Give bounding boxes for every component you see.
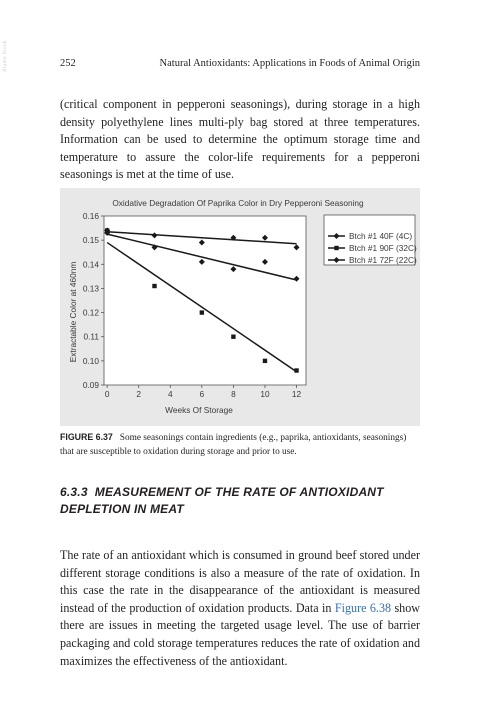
running-title: Natural Antioxidants: Applications in Foods of Animal Origin <box>159 58 420 69</box>
figure-6-37 <box>60 188 420 426</box>
series-2-point <box>294 368 298 372</box>
series-2-point <box>200 310 204 314</box>
y-tick-label: 0.15 <box>82 235 99 246</box>
x-tick-label: 10 <box>260 389 270 399</box>
paragraph-2-text-b: show there are issues in meeting the targeted usage level. The use of barrier packaging and cold storage temperatures reduces the rate of oxidation and maximizes the effectiveness of the antioxidant. <box>60 600 420 668</box>
body-paragraph-1: (critical component in pepperoni seasonings), during storage in a high density polyethylene lines multi-ply bag stored at three temperatures. Information can be used to determine the optimum storage time and temperature to assure the color-life requirements for a pepperoni seasonings is met at the time of use. <box>60 97 420 182</box>
chart-legend <box>324 215 417 265</box>
page-number: 252 <box>60 58 76 69</box>
y-axis-label: Extractable Color at 460nm <box>68 261 78 363</box>
figure-caption <box>60 431 420 459</box>
legend-label-3: Btch #1 72F (22C) <box>349 255 417 265</box>
y-tick-label: 0.12 <box>82 307 99 318</box>
body-paragraph-2 <box>60 547 420 670</box>
x-tick-label: 2 <box>136 389 142 399</box>
x-tick-label: 0 <box>104 389 110 399</box>
running-header <box>60 58 420 72</box>
figure-caption-label: FIGURE 6.37 <box>60 432 113 442</box>
legend-label-1: Btch #1 40F (4C) <box>349 231 413 241</box>
paragraph-2-text-a: The rate of an antioxidant which is consumed in ground beef stored under different storage conditions is also a measure of the rate of oxidation. In this case the rate in the disappearance of the antioxidant is measured instead of the production of oxidation products. Data in <box>60 548 420 615</box>
figure-6-38-link[interactable]: Figure 6.38 <box>334 600 392 615</box>
y-tick-label: 0.14 <box>82 259 99 270</box>
x-tick-label: 8 <box>231 389 236 399</box>
x-tick-label: 6 <box>199 389 205 399</box>
y-tick-label: 0.09 <box>82 380 99 390</box>
chart-axes <box>83 211 306 399</box>
y-tick-label: 0.10 <box>82 355 99 366</box>
legend-marker-2 <box>334 246 338 250</box>
x-tick-label: 12 <box>291 389 302 399</box>
paprika-color-chart <box>60 188 420 426</box>
x-axis-label: Weeks Of Storage <box>165 405 233 415</box>
x-tick-label: 4 <box>167 389 173 399</box>
series-2-point <box>152 284 156 288</box>
series-2-point <box>263 359 267 363</box>
y-tick-label: 0.13 <box>82 283 99 294</box>
chart-title: Oxidative Degradation Of Paprika Color in Dry Pepperoni Seasoning <box>112 198 364 208</box>
y-tick-label: 0.11 <box>83 331 99 342</box>
section-title: MEASUREMENT OF THE RATE OF ANTIOXIDANT DEPLETION IN MEAT <box>60 485 384 516</box>
figure-caption-text: Some seasonings contain ingredients (e.g., paprika, antioxidants, seasonings) that are susceptible to oxidation during storage and prior to use. <box>60 433 407 457</box>
section-number: 6.3.3 <box>60 485 88 499</box>
legend-label-2: Btch #1 90F (32C) <box>349 243 417 253</box>
side-watermark: Alamy Stock <box>3 40 8 72</box>
section-heading <box>60 484 420 518</box>
series-2-point <box>231 335 235 339</box>
y-tick-label: 0.16 <box>82 211 99 221</box>
